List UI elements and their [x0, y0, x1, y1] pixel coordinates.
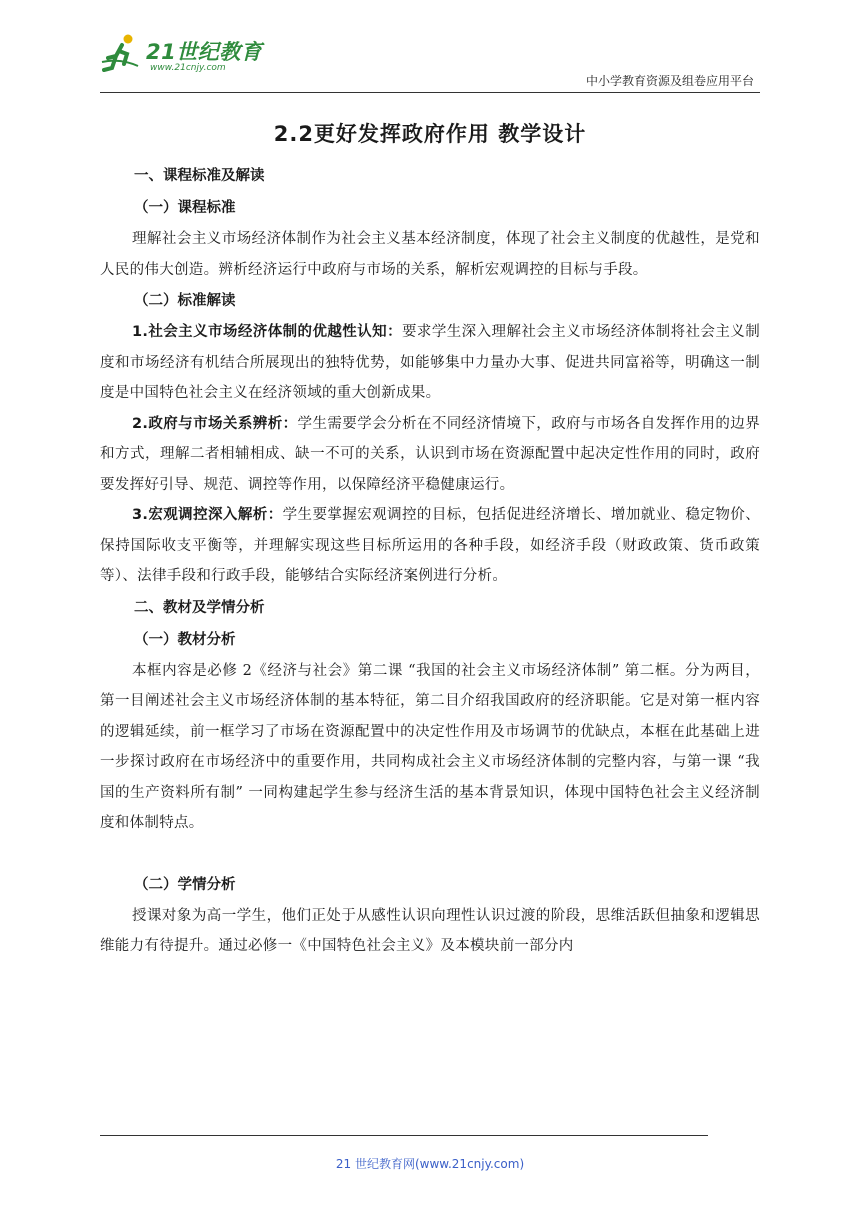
platform-name: 中小学教育资源及组卷应用平台 [585, 74, 754, 88]
item-3-text: 学生要掌握宏观调控的目标，包括促进经济增长、增加就业、稳定物价、保持国际收支平衡等，并理解实现这些目标所运用的各种手段，如经济手段（财政政策、货币政策等）、法律手段和行政手段，能够结合实际经济案例进行分析。 [100, 507, 760, 584]
item-3-label: 3.宏观调控深入解析： [132, 507, 283, 523]
header-divider [100, 92, 760, 93]
subsection-heading-standard: （一）课程标准 [134, 200, 236, 216]
subsection-heading-textbook: （一）教材分析 [134, 631, 236, 648]
item-1-label: 1.社会主义市场经济体制的优越性认知： [132, 324, 402, 340]
document-body [100, 110, 760, 962]
site-logo[interactable] [100, 30, 270, 80]
logo-url: www.21cnjy.com [150, 63, 226, 73]
runner-logo-icon [100, 32, 144, 76]
section-heading-1: 一、课程标准及解读 [134, 168, 265, 184]
subsection-heading-students: （二）学情分析 [134, 876, 236, 893]
paragraph-standard: 理解社会主义市场经济体制作为社会主义基本经济制度，体现了社会主义制度的优越性，是党和人民的伟大创造。辨析经济运行中政府与市场的关系，解析宏观调控的目标与手段。 [100, 231, 760, 278]
document-title: 2.2更好发挥政府作用 教学设计 [273, 122, 587, 146]
subsection-heading-interpretation: （二）标准解读 [134, 293, 236, 309]
spacer [100, 839, 760, 869]
item-2-text: 学生需要学会分析在不同经济情境下，政府与市场各自发挥作用的边界和方式，理解二者相辅相成、缺一不可的关系，认识到市场在资源配置中起决定性作用的同时，政府要发挥好引导、规范、调控等作用，以保障经济平稳健康运行。 [100, 415, 761, 493]
paragraph-item-2 [100, 409, 760, 501]
paragraph-textbook-analysis: 本框内容是必修 2《经济与社会》第二课 “我国的社会主义市场经济体制” 第二框。分为两目，第一目阐述社会主义市场经济体制的基本特征，第二目介绍我国政府的经济职能。它是对第一框内容的逻辑延续，前一框学习了市场在资源配置中的决定性作用及市场调节的优缺点，本框在此基础上进一步探讨政府在市场经济中的重要作用，共同构成社会主义市场经济体制的完整内容，与第一课 “我国的生产资料所有制” 一同构建起学生参与经济生活的基本背景知识，体现中国特色社会主义经济制度和体制特点。 [100, 662, 760, 831]
logo-text: 21世纪教育 [146, 40, 263, 64]
section-heading-2: 二、教材及学情分析 [134, 599, 265, 616]
paragraph-student-analysis: 授课对象为高一学生，他们正处于从感性认识向理性认识过渡的阶段，思维活跃但抽象和逻辑思维能力有待提升。通过必修一《中国特色社会主义》及本模块前一部分内 [100, 907, 760, 954]
paragraph-item-1 [100, 317, 760, 409]
page-header [100, 30, 760, 94]
footer-link[interactable]: 21 世纪教育网(www.21cnjy.com) [335, 1157, 525, 1171]
item-1-text: 要求学生深入理解社会主义市场经济体制将社会主义制度和市场经济有机结合所展现出的独特优势，如能够集中力量办大事、促进共同富裕等，明确这一制度是中国特色社会主义在经济领域的重大创新成果。 [100, 324, 761, 401]
footer-divider [100, 1135, 708, 1136]
paragraph-item-3 [100, 500, 760, 592]
item-2-label: 2.政府与市场关系辨析： [132, 415, 298, 432]
